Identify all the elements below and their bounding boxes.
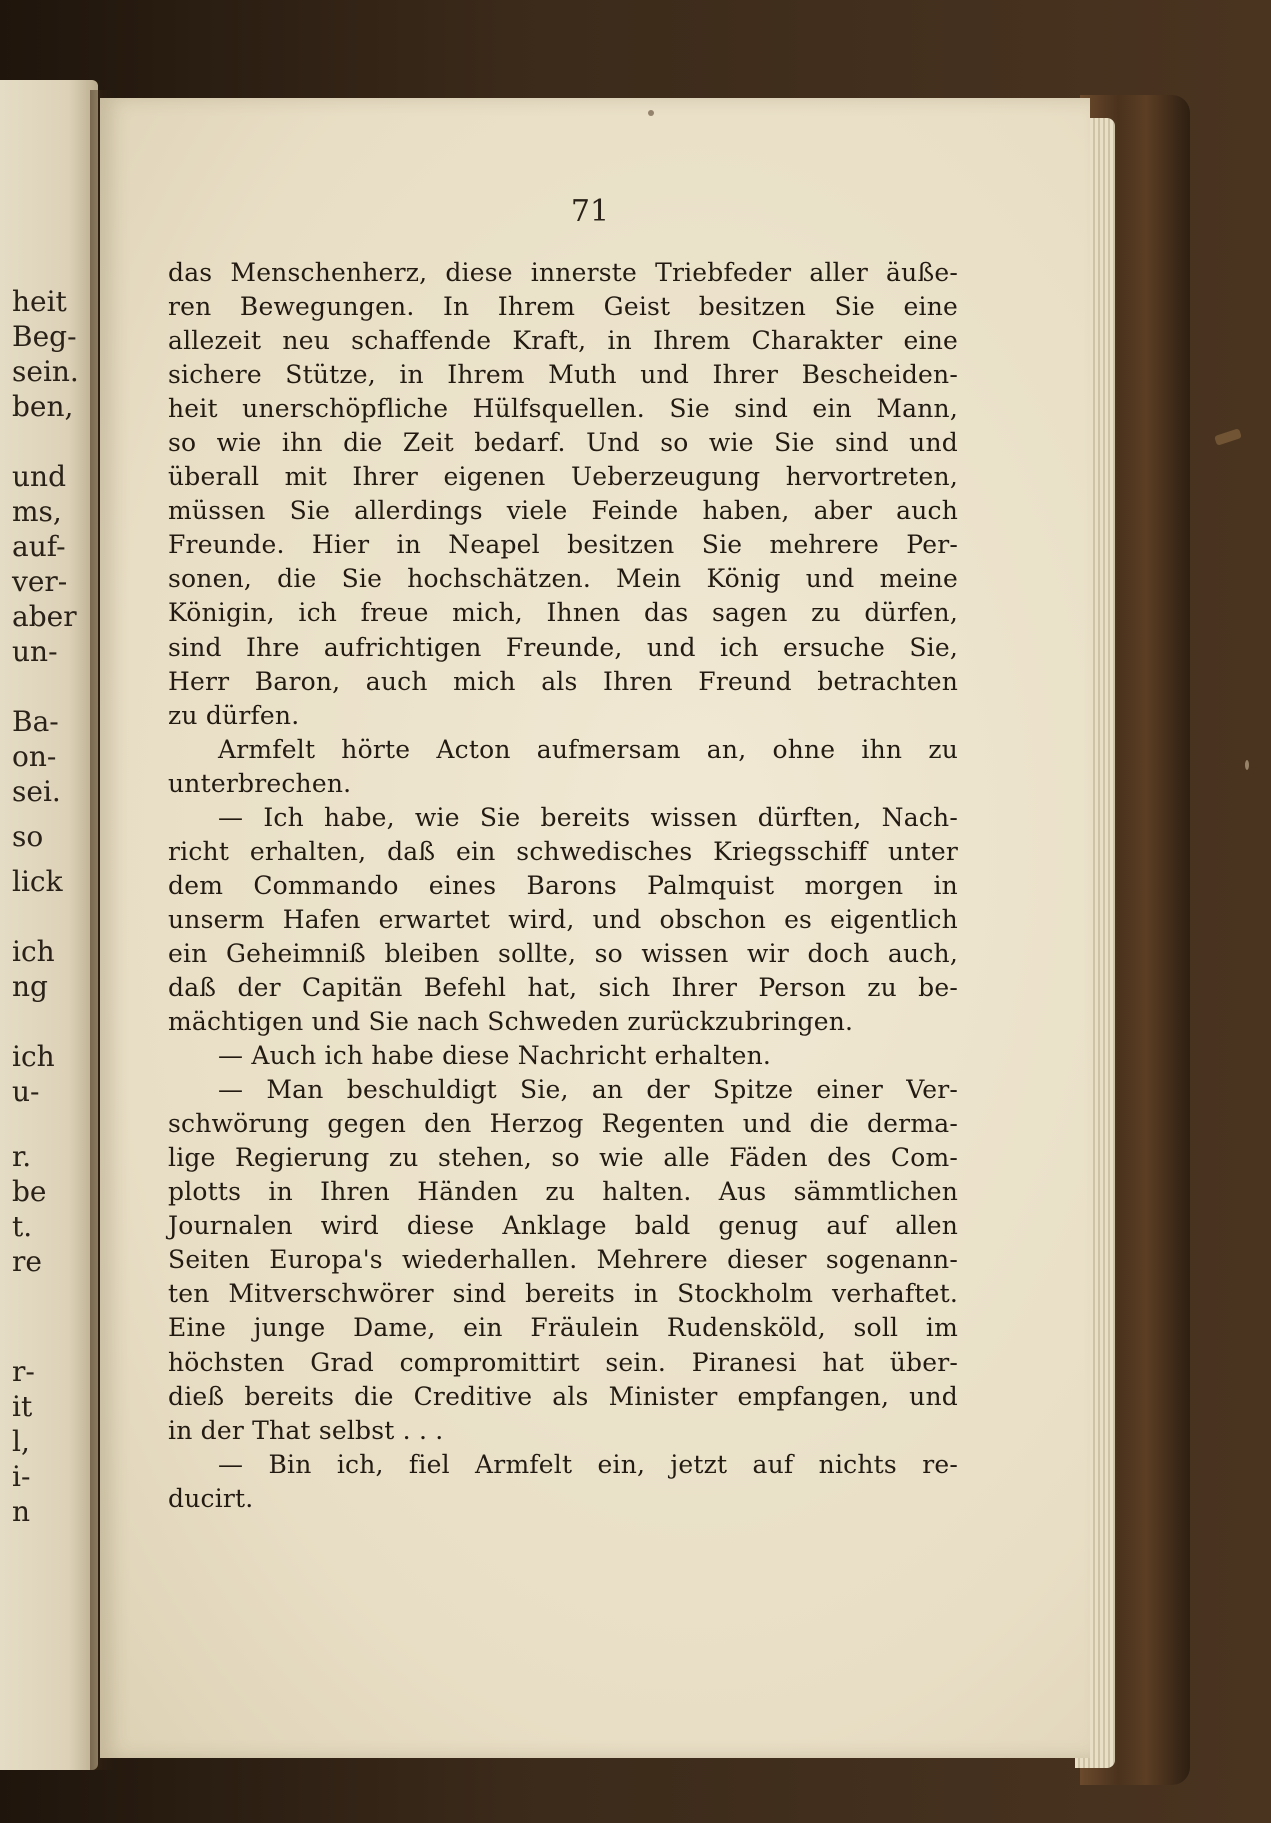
- facing-page-text: sein.: [12, 355, 79, 388]
- facing-page-text: n: [12, 1495, 31, 1528]
- facing-page-text: un-: [12, 635, 58, 668]
- facing-page-text: ms,: [12, 495, 62, 528]
- text-line: ducirt.: [168, 1483, 254, 1513]
- text-line: Armfelt hörte Acton aufmersam an, ohne ihn zu: [218, 734, 958, 764]
- text-line: das Menschenherz, diese innerste Triebfeder aller äuße-: [168, 258, 958, 287]
- facing-page-fragment: [0, 80, 98, 1770]
- facing-page-text: Beg-: [12, 320, 77, 353]
- facing-page-text: so: [12, 820, 44, 853]
- text-line: Herr Baron, auch mich als Ihren Freund betrachten: [168, 666, 958, 696]
- facing-page-text: ver-: [12, 565, 68, 598]
- facing-page-text: ich: [12, 935, 55, 968]
- facing-page-text: t.: [12, 1210, 33, 1243]
- text-line: — Ich habe, wie Sie bereits wissen dürften, Nach-: [218, 802, 958, 832]
- text-line: Seiten Europa's wiederhallen. Mehrere dieser sogenann-: [168, 1245, 958, 1275]
- text-line: ein Geheimniß bleiben sollte, so wissen wir doch auch,: [168, 938, 958, 968]
- text-line: — Man beschuldigt Sie, an der Spitze einer Ver-: [218, 1075, 958, 1105]
- text-line: Königin, ich freue mich, Ihnen das sagen zu dürfen,: [168, 598, 958, 628]
- facing-page-text: u-: [12, 1075, 40, 1108]
- text-line: Journalen wird diese Anklage bald genug auf allen: [168, 1211, 958, 1241]
- facing-page-text: aber: [12, 600, 77, 633]
- facing-page-text: und: [12, 460, 66, 493]
- text-line: müssen Sie allerdings viele Feinde haben, aber auch: [168, 496, 958, 526]
- text-line: dieß bereits die Creditive als Minister empfangen, und: [168, 1381, 958, 1411]
- book-page: [100, 98, 1090, 1758]
- text-line: Freunde. Hier in Neapel besitzen Sie mehrere Per-: [168, 530, 958, 560]
- text-line: schwörung gegen den Herzog Regenten und die derma-: [168, 1109, 958, 1139]
- facing-page-text: it: [12, 1390, 33, 1423]
- dust-speck: [1214, 428, 1242, 446]
- text-line: daß der Capitän Befehl hat, sich Ihrer Person zu be-: [168, 972, 958, 1002]
- text-line: — Bin ich, fiel Armfelt ein, jetzt auf nichts re-: [218, 1449, 958, 1479]
- text-line: zu dürfen.: [168, 700, 300, 730]
- facing-page-text: i-: [12, 1460, 31, 1493]
- text-line: — Auch ich habe diese Nachricht erhalten.: [218, 1041, 772, 1071]
- text-line: ten Mitverschwörer sind bereits in Stockholm verhaftet.: [168, 1279, 958, 1309]
- dust-speck: [648, 110, 654, 116]
- text-line: sind Ihre aufrichtigen Freunde, und ich ersuche Sie,: [168, 632, 958, 662]
- facing-page-text: lick: [12, 865, 63, 898]
- text-line: sichere Stütze, in Ihrem Muth und Ihrer Bescheiden-: [168, 360, 958, 390]
- text-line: mächtigen und Sie nach Schweden zurückzubringen.: [168, 1007, 854, 1037]
- text-line: lige Regierung zu stehen, so wie alle Fäden des Com-: [168, 1143, 958, 1173]
- facing-page-text: Ba-: [12, 705, 59, 738]
- facing-page-text: l,: [12, 1425, 30, 1458]
- page-text-block: [168, 256, 958, 1516]
- facing-page-text: r-: [12, 1355, 35, 1388]
- facing-page-text: ng: [12, 970, 48, 1003]
- page-number: 71: [570, 194, 610, 229]
- text-line: plotts in Ihren Händen zu halten. Aus sämmtlichen: [168, 1177, 958, 1207]
- text-line: allezeit neu schaffende Kraft, in Ihrem Charakter eine: [168, 326, 958, 356]
- dust-speck: [1245, 760, 1249, 770]
- facing-page-text: sei.: [12, 775, 61, 808]
- text-line: richt erhalten, daß ein schwedisches Kriegsschiff unter: [168, 836, 958, 866]
- text-line: unterbrechen.: [168, 768, 352, 798]
- facing-page-text: re: [12, 1245, 42, 1278]
- facing-page-text: ben,: [12, 390, 74, 423]
- text-line: in der That selbst . . .: [168, 1415, 444, 1445]
- text-line: ren Bewegungen. In Ihrem Geist besitzen Sie eine: [168, 292, 958, 322]
- text-line: dem Commando eines Barons Palmquist morgen in: [168, 870, 958, 900]
- text-line: unserm Hafen erwartet wird, und obschon es eigentlich: [168, 904, 958, 934]
- text-line: überall mit Ihrer eigenen Ueberzeugung hervortreten,: [168, 462, 958, 492]
- text-line: sonen, die Sie hochschätzen. Mein König und meine: [168, 564, 958, 594]
- facing-page-text: heit: [12, 285, 67, 318]
- facing-page-text: on-: [12, 740, 57, 773]
- text-line: höchsten Grad compromittirt sein. Piranesi hat über-: [168, 1347, 958, 1377]
- facing-page-text: be: [12, 1175, 47, 1208]
- text-line: Eine junge Dame, ein Fräulein Rudensköld, soll im: [168, 1313, 958, 1343]
- text-line: heit unerschöpfliche Hülfsquellen. Sie sind ein Mann,: [168, 394, 958, 424]
- facing-page-text: auf-: [12, 530, 66, 563]
- facing-page-text: r.: [12, 1140, 32, 1173]
- facing-page-text: ich: [12, 1040, 55, 1073]
- text-line: so wie ihn die Zeit bedarf. Und so wie Sie sind und: [168, 428, 958, 458]
